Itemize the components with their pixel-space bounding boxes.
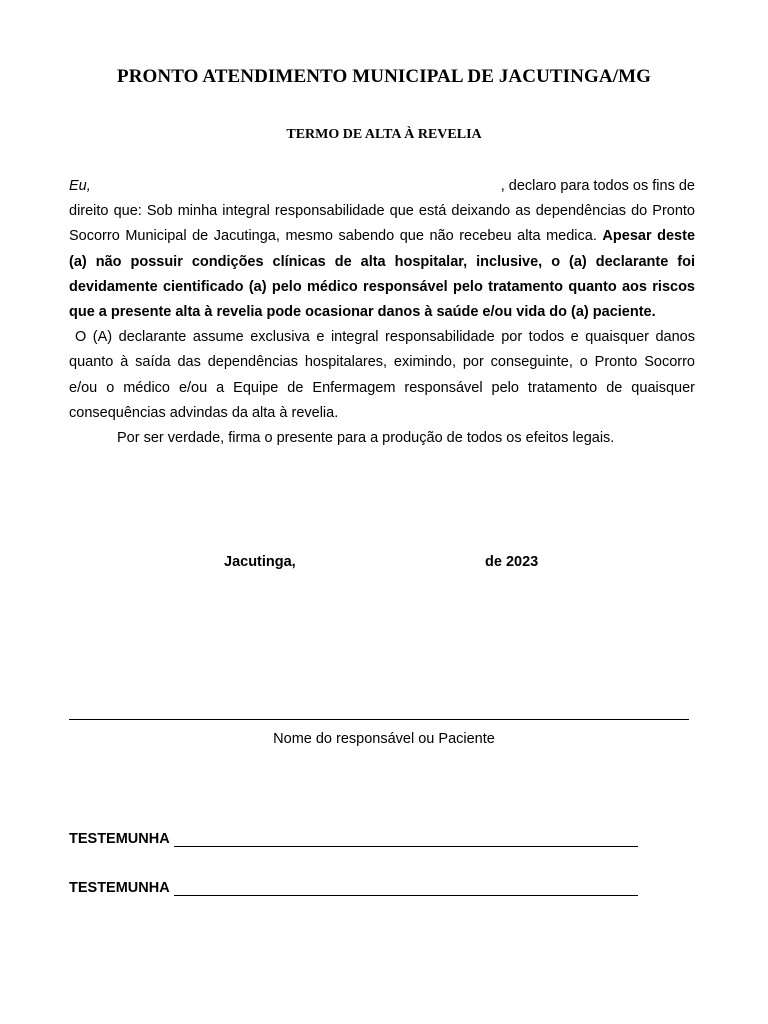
witness-2-label: TESTEMUNHA — [69, 880, 170, 896]
witness-1-label: TESTEMUNHA — [69, 831, 170, 847]
document-title: PRONTO ATENDIMENTO MUNICIPAL DE JACUTINGA/MG — [117, 66, 651, 87]
signature-label: Nome do responsável ou Paciente — [273, 731, 495, 747]
witness-1 — [69, 831, 638, 847]
declarant-prefix: Eu, — [69, 178, 91, 194]
paragraph-3: Por ser verdade, firma o presente para a produção de todos os efeitos legais. — [117, 430, 615, 447]
document-body — [69, 174, 695, 451]
witness-2-line — [174, 881, 638, 896]
document-subtitle: TERMO DE ALTA À REVELIA — [286, 127, 482, 142]
paragraph-1 — [69, 199, 695, 325]
witness-2 — [69, 880, 638, 896]
paragraph-1-text: direito que: Sob minha integral responsabilidade que está deixando as dependências do Pronto Socorro Municipal de Jacutinga, mesmo sabendo que não recebeu alta medica. — [69, 203, 695, 245]
date-year: de 2023 — [485, 554, 539, 570]
signature-line — [69, 719, 689, 720]
witness-1-line — [174, 832, 638, 847]
paragraph-2: O (A) declarante assume exclusiva e integral responsabilidade por todos e quaisquer danos quanto à saída das dependências hospitalares, eximindo, por conseguinte, o Pronto Socorro e/ou o médico e/ou a Equipe de Enfermagem responsável pelo tratamento de quaisquer consequências advindas da alta à revelia. — [69, 329, 695, 421]
declarant-line — [69, 174, 695, 199]
date-city: Jacutinga, — [224, 554, 296, 570]
paragraph-1-bold: Apesar deste (a) não possuir condições clínicas de alta hospitalar, inclusive, o (a) declarante foi devidamente cientificado (a) pelo médico responsável pelo tratamento quanto aos riscos que a presente alta à revelia pode ocasionar danos à saúde e/ou vida do (a) paciente. — [69, 228, 696, 321]
declarant-suffix: , declaro para todos os fins de — [500, 178, 695, 194]
